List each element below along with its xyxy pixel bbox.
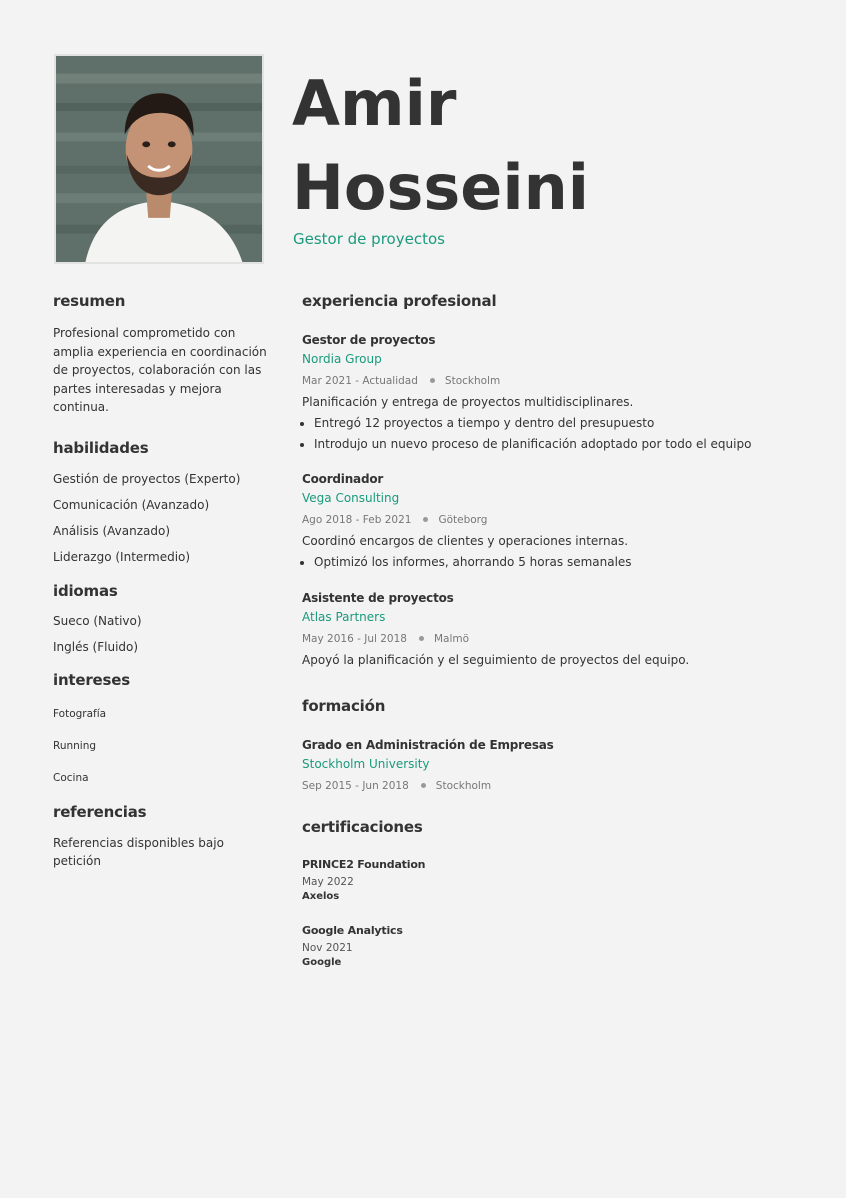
list-item: Inglés (Fluido): [53, 639, 139, 654]
certification-date: Nov 2021: [302, 942, 353, 954]
job-dates: Mar 2021 - Actualidad: [302, 375, 418, 387]
job-title: Coordinador: [302, 472, 384, 486]
degree-title: Grado en Administración de Empresas: [302, 738, 554, 752]
separator-dot-icon: [419, 636, 424, 641]
list-item: Liderazgo (Intermedio): [53, 549, 191, 564]
certification-entry: [302, 858, 822, 902]
skills-list: [53, 470, 268, 566]
job-location: Stockholm: [444, 375, 501, 387]
job-entry: [302, 333, 822, 455]
job-location: Göteborg: [438, 514, 488, 526]
profile-photo: [54, 54, 264, 264]
list-item: Gestión de proyectos (Experto): [53, 471, 241, 486]
first-name: Amir: [292, 67, 457, 140]
job-meta: [302, 633, 822, 645]
separator-dot-icon: [421, 783, 426, 788]
job-dates: Ago 2018 - Feb 2021: [302, 514, 412, 526]
skills-heading: habilidades: [53, 438, 149, 457]
job-title: Asistente de proyectos: [302, 591, 454, 605]
list-item: • Entregó 12 proyectos a tiempo y dentro del presupuesto: [314, 413, 822, 434]
list-item: • Introdujo un nuevo proceso de planificación adoptado por todo el equipo: [314, 434, 822, 455]
main-content: [302, 292, 822, 968]
education-entry: [302, 738, 822, 792]
list-item: Sueco (Nativo): [53, 613, 142, 628]
avatar: [56, 56, 262, 262]
page-title: [292, 62, 589, 230]
job-title: Gestor de proyectos: [302, 333, 436, 347]
education-meta: [302, 780, 822, 792]
job-entry: [302, 591, 822, 667]
job-achievements: [302, 413, 822, 455]
job-meta: [302, 514, 822, 526]
list-item: • Optimizó los informes, ahorrando 5 horas semanales: [314, 552, 822, 573]
list-item: Cocina: [53, 771, 89, 784]
job-description: Coordinó encargos de clientes y operaciones internas.: [302, 534, 629, 548]
certification-entry: [302, 924, 822, 968]
list-item: Comunicación (Avanzado): [53, 497, 210, 512]
list-item: Running: [53, 739, 97, 752]
summary-heading: resumen: [53, 292, 126, 310]
references-heading: referencias: [53, 802, 147, 821]
school-name: Stockholm University: [302, 757, 430, 771]
list-item: Fotografía: [53, 707, 107, 720]
certification-issuer: Axelos: [302, 891, 340, 902]
separator-dot-icon: [430, 378, 435, 383]
company-name: Nordia Group: [302, 352, 382, 366]
sidebar: [53, 292, 268, 871]
company-name: Vega Consulting: [302, 491, 400, 505]
certification-issuer: Google: [302, 957, 342, 968]
certifications-heading: certificaciones: [302, 818, 423, 836]
interests-heading: intereses: [53, 670, 130, 689]
education-dates: Sep 2015 - Jun 2018: [302, 780, 409, 792]
education-location: Stockholm: [435, 780, 492, 792]
experience-heading: experiencia profesional: [302, 292, 497, 310]
languages-heading: idiomas: [53, 581, 118, 600]
summary-text: Profesional comprometido con amplia experiencia en coordinación de proyectos, colaboración con las partes interesadas y mejora continua.: [53, 326, 267, 414]
job-description: Apoyó la planificación y el seguimiento de proyectos del equipo.: [302, 653, 690, 667]
job-entry: [302, 472, 822, 573]
references-text: Referencias disponibles bajo petición: [53, 835, 224, 868]
separator-dot-icon: [423, 517, 428, 522]
interests-list: [53, 707, 268, 785]
last-name: Hosseini: [292, 151, 589, 224]
languages-list: [53, 612, 268, 656]
education-heading: formación: [302, 697, 386, 715]
job-location: Malmö: [433, 633, 470, 645]
job-headline: Gestor de proyectos: [293, 230, 445, 248]
certification-date: May 2022: [302, 876, 354, 888]
job-achievements: [302, 552, 822, 573]
certification-name: Google Analytics: [302, 924, 403, 937]
job-dates: May 2016 - Jul 2018: [302, 633, 407, 645]
list-item: Análisis (Avanzado): [53, 523, 171, 538]
company-name: Atlas Partners: [302, 610, 386, 624]
certification-name: PRINCE2 Foundation: [302, 858, 426, 871]
job-description: Planificación y entrega de proyectos multidisciplinares.: [302, 395, 634, 409]
job-meta: [302, 375, 822, 387]
